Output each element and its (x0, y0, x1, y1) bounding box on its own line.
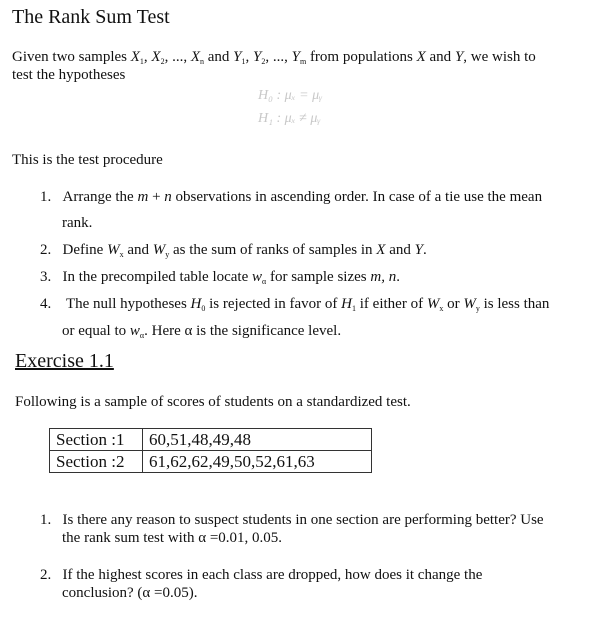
exercise-intro: Following is a sample of scores of students on a standardized test. (15, 394, 411, 410)
step-4: 4. The null hypotheses $H_0$ is rejected in favor of $H_1$ if either of $W_x$ or $W_y$ is less than (40, 296, 550, 313)
alternative-hypothesis: H₁ : μₓ ≠ μᵧ (258, 111, 321, 126)
step-1: 1. Arrange the m + n observations in ascending order. In case of a tie use the mean (40, 189, 543, 205)
table-row (50, 451, 372, 473)
step-2: 2. Define $W_x$ and $W_y$ as the sum of ranks of samples in X and Y. (40, 242, 427, 259)
scores-table (49, 428, 372, 473)
section-label: Section :2 (50, 451, 143, 473)
section-scores: 60,51,48,49,48 (143, 429, 372, 451)
intro-line-1: Given two samples $X_1$, $X_2$, ..., $X_n$ and $Y_1$, $Y_2$, ..., $Y_m$ from populations X and Y, we wish to (12, 49, 536, 66)
question-2-cont: conclusion? (α =0.05). (62, 585, 198, 601)
question-1-cont: the rank sum test with α =0.01, 0.05. (62, 530, 283, 546)
step-3: 3. In the precompiled table locate $w_\alpha$ for sample sizes m, n. (40, 269, 400, 286)
exercise-heading: Exercise 1.1 (15, 350, 114, 372)
question-1: 1. Is there any reason to suspect students in one section are performing better? Use (40, 512, 544, 528)
section-label: Section :1 (50, 429, 143, 451)
step-4-cont: or equal to $w_\alpha$. Here α is the significance level. (62, 323, 342, 340)
section-scores: 61,62,62,49,50,52,61,63 (143, 451, 372, 473)
question-2: 2. If the highest scores in each class are dropped, how does it change the (40, 567, 483, 583)
page-title: The Rank Sum Test (12, 6, 170, 28)
procedure-intro: This is the test procedure (12, 152, 163, 168)
step-1-cont: rank. (62, 215, 93, 231)
null-hypothesis: H₀ : μₓ = μᵧ (258, 88, 323, 103)
table-row (50, 429, 372, 451)
intro-line-2: test the hypotheses (12, 67, 126, 83)
